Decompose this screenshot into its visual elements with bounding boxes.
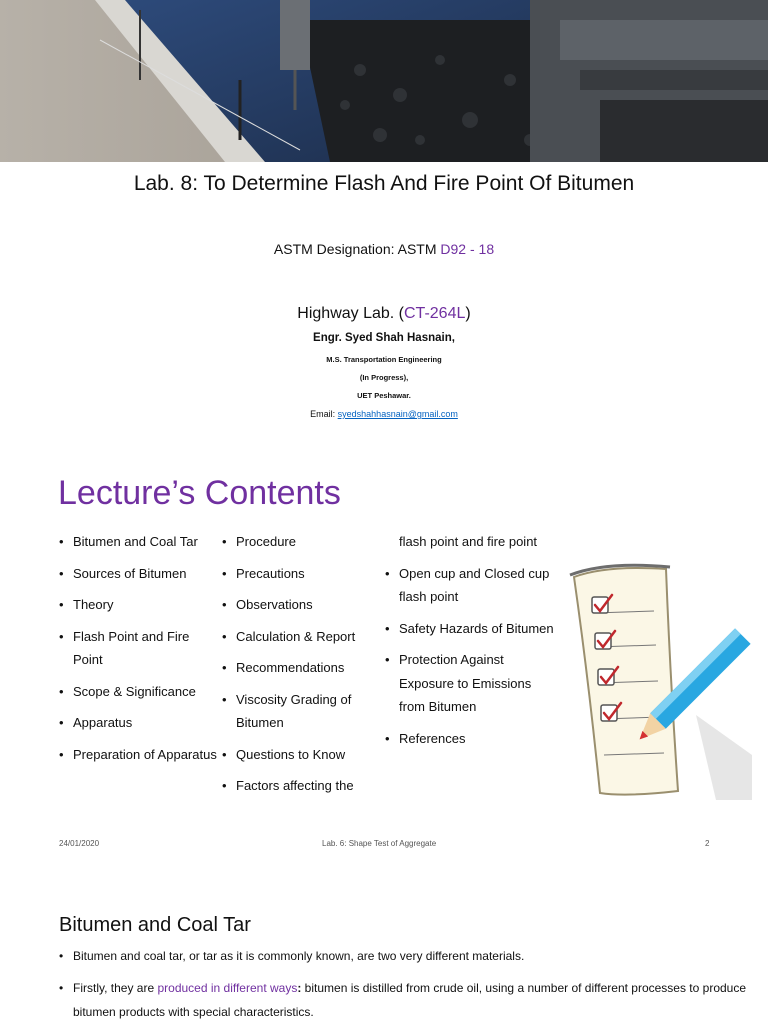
list-item: • Bitumen and Coal Tar — [59, 530, 219, 554]
astm-prefix: ASTM Designation: ASTM — [273, 241, 441, 257]
course-name — [0, 305, 768, 323]
list-item: • Precautions — [222, 562, 382, 586]
author-prefix: Engr. — [313, 332, 345, 344]
email-label: Email: — [310, 409, 338, 419]
astm-designation — [0, 241, 768, 257]
author-university: UET Peshawar. — [357, 391, 411, 400]
section-heading: Bitumen and Coal Tar — [59, 914, 251, 936]
list-item: • Viscosity Grading of Bitumen — [222, 688, 382, 735]
list-item: • Safety Hazards of Bitumen — [385, 617, 555, 641]
list-item: • Protection Against Exposure to Emissions from Bitumen — [385, 648, 555, 719]
author-degree: M.S. Transportation Engineering — [326, 355, 442, 364]
email-link[interactable]: syedshahhasnain@gmail.com — [337, 409, 458, 419]
list-item: • Flash Point and Fire Point — [59, 625, 219, 672]
list-item: • Sources of Bitumen — [59, 562, 219, 586]
list-item: • Procedure — [222, 530, 382, 554]
list-item: • Open cup and Closed cup flash point — [385, 562, 555, 609]
p2-highlight: produced in different ways — [157, 981, 298, 995]
author-line — [0, 332, 768, 344]
paragraph-item — [59, 976, 749, 1024]
astm-code: D92 - 18 — [440, 241, 495, 257]
slide-title: Lab. 8: To Determine Flash And Fire Point Of Bitumen — [133, 172, 635, 195]
footer-center: Lab. 6: Shape Test of Aggregate — [322, 839, 437, 848]
footer-date: 24/01/2020 — [59, 839, 100, 848]
contents-column-3 — [385, 530, 555, 758]
paragraph-item: • Bitumen and coal tar, or tar as it is commonly known, are two very different materials. — [59, 944, 749, 968]
list-item: • Recommendations — [222, 656, 382, 680]
checklist-pencil-illustration — [566, 555, 752, 800]
list-item-continuation: flash point and fire point — [399, 534, 538, 549]
course-prefix: Highway Lab. ( — [297, 305, 404, 322]
list-item: • Questions to Know — [222, 743, 382, 767]
list-item: • Apparatus — [59, 711, 219, 735]
section-body — [59, 944, 749, 1024]
author-name: Syed Shah Hasnain — [345, 332, 452, 344]
course-suffix: ) — [465, 305, 471, 322]
list-item: • Theory — [59, 593, 219, 617]
contents-heading: Lecture’s Contents — [58, 474, 341, 512]
email-line — [0, 409, 768, 419]
contents-column-2 — [222, 530, 382, 806]
list-item: • Observations — [222, 593, 382, 617]
contents-column-1 — [59, 530, 219, 774]
p2-start: Firstly, they are — [73, 981, 158, 995]
author-suffix: , — [451, 332, 455, 344]
list-item: • Preparation of Apparatus — [59, 743, 219, 767]
p2-colon: : — [297, 981, 302, 995]
author-status: (In Progress), — [359, 373, 409, 382]
p2-rest: bitumen is distilled from crude oil, using a number of different processes to produce bitumen products with special characteristics. — [73, 981, 747, 1019]
course-code: CT-264L — [404, 305, 466, 322]
list-item: • References — [385, 727, 555, 751]
list-item: • Factors affecting the — [222, 774, 382, 798]
hero-photo-asphalt-paving — [0, 0, 768, 162]
list-item: • Scope & Significance — [59, 680, 219, 704]
footer-page-number: 2 — [705, 839, 710, 848]
list-item: • Calculation & Report — [222, 625, 382, 649]
